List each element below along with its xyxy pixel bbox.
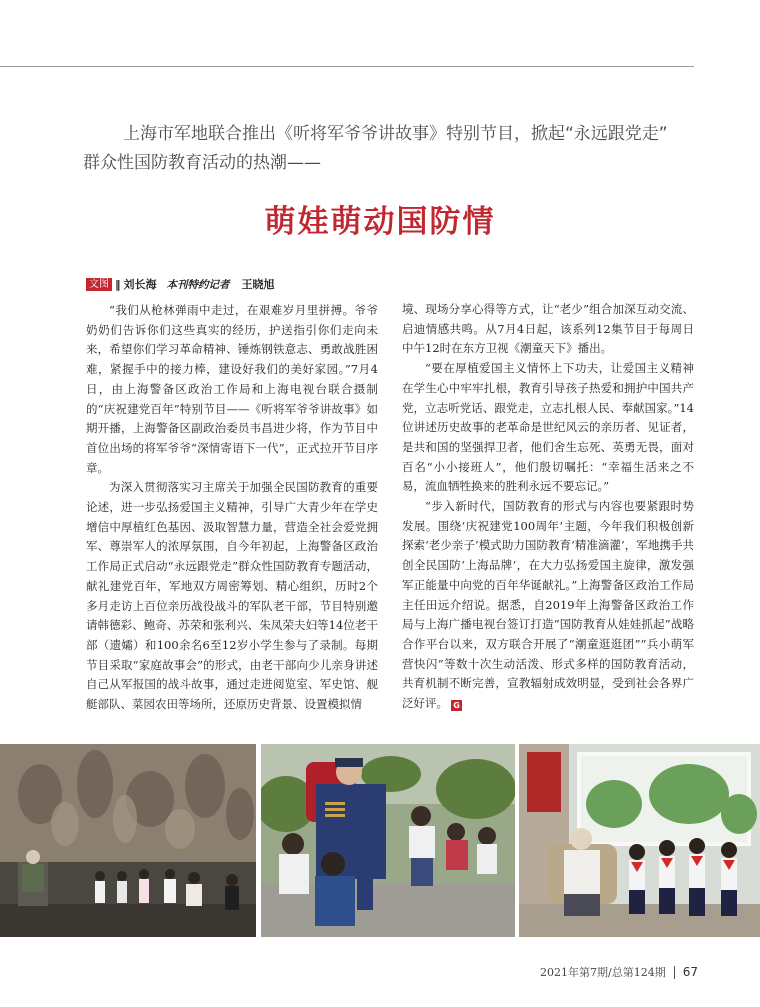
byline-author: 刘长海 <box>123 278 157 291</box>
photo-relief-wall <box>0 744 256 937</box>
page-footer <box>540 965 698 979</box>
byline-role: 本刊特约记者 <box>166 278 230 291</box>
byline-separator: ‖ <box>115 277 121 291</box>
subtitle-line-1: 上海市军地联合推出《听将军爷爷讲故事》特别节目，掀起“永远跟党走” <box>123 124 668 144</box>
paragraph-text: “步入新时代，国防教育的形式与内容也要紧跟时势发展。围绕‘庆祝建党100周年’主题，今年我们积极创新探索‘老少亲子’模式助力国防教育‘精准滴灌’，军地携手共创全民国防‘上海品牌’，在大力弘扬爱国主旋律，激发强军正能量中向党的百年华诞献礼。”上海警备区政治工作局主任田远介绍说。据悉，自2019年上海警备区政治工作局与上海广播电视台签订打造“国防教育从娃娃抓起”战略合作平台以来，双方联合开展了“潮童逛逛团”“兵小萌军营快闪”等数十次生动活泼、形式多样的国防教育活动，共育机制不断完善，宣教辐射成效明显，受到社会各界广泛好评。 <box>402 499 694 711</box>
photo-elderly-woman-with-children <box>519 744 760 937</box>
footer-divider <box>674 966 675 979</box>
paragraph: 境、现场分享心得等方式，让“老少”组合加深互动交流、启迪情感共鸣。从7月4日起，该系列12集节目于每周日中午12时在东方卫视《潮童天下》播出。 <box>402 302 694 356</box>
header-rule <box>0 66 694 67</box>
paragraph: “我们从枪林弹雨中走过，在艰难岁月里拼搏。爷爷奶奶们告诉你们这些真实的经历，护送指引你们走向未来，希望你们学习革命精神、锤炼钢铁意志、勇敢战胜困难，紧握手中的接力棒，建设好我们的美好家园。”7月4日，由上海警备区政治工作局和上海电视台联合摄制的“庆祝建党百年”特别节目——《听将军爷爷讲故事》如期开播，上海警备区副政治委员韦昌进少将，作为节目中首位出场的将军爷爷“深情寄语下一代”，正式拉开节目序章。 <box>86 303 378 475</box>
subtitle-line-2: 群众性国防教育活动的热潮—— <box>83 153 321 173</box>
byline <box>86 277 275 291</box>
paragraph: 为深入贯彻落实习主席关于加强全民国防教育的重要论述，进一步弘扬爱国主义精神，引导广大青少年在学史增信中厚植红色基因、汲取智慧力量，营造全社会爱党拥军、尊崇军人的浓厚氛围，自今年初起，上海警备区政治工作局正式启动“永远跟党走”群众性国防教育专题活动，献礼建党百年，军地双方周密筹划、精心组织，历时2个多月走访上百位亲历战役战斗的军队老干部，节目特别邀请韩德彩、鲍奇、苏荣和张利兴、朱凤荣夫妇等14位老干部（遗孀）和100余名6至12岁小学生参与了录制。每期节目采取“家庭故事会”的形式，由老干部向少儿亲身讲述自己从军报国的战斗故事，通过走进阅览室、军史馆、舰艇部队、菜园农田等场所，还原历史背景、设置模拟情 <box>86 480 378 712</box>
general-with-children-photo-icon <box>261 744 515 937</box>
article-headline: 萌娃萌动国防情 <box>264 204 496 240</box>
byline-tag: 文图 <box>86 278 112 291</box>
byline-author-2: 王晓旭 <box>241 278 275 291</box>
paragraph <box>402 497 694 714</box>
elderly-woman-with-children-photo-icon <box>519 744 760 937</box>
relief-wall-photo-icon <box>0 744 256 937</box>
article-column-right <box>402 300 694 714</box>
subtitle <box>83 120 703 178</box>
photo-general-with-children <box>261 744 515 937</box>
article-column-left <box>86 301 378 715</box>
page-number: 67 <box>682 965 698 979</box>
paragraph: “要在厚植爱国主义情怀上下功夫，让爱国主义精神在学生心中牢牢扎根，教育引导孩子热爱和拥护中国共产党，立志听党话、跟党走，立志扎根人民、奉献国家。”14位讲述历史故事的老革命是世纪风云的亲历者、见证者，是共和国的坚强捍卫者，他们舍生忘死、英勇无畏，面对百名“小小接班人”，他们殷切嘱托：“幸福生活来之不易，流血牺牲换来的胜利永远不要忘记。” <box>402 361 694 494</box>
end-mark-icon: G <box>451 700 462 711</box>
issue-info: 2021年第7期/总第124期 <box>540 966 666 979</box>
